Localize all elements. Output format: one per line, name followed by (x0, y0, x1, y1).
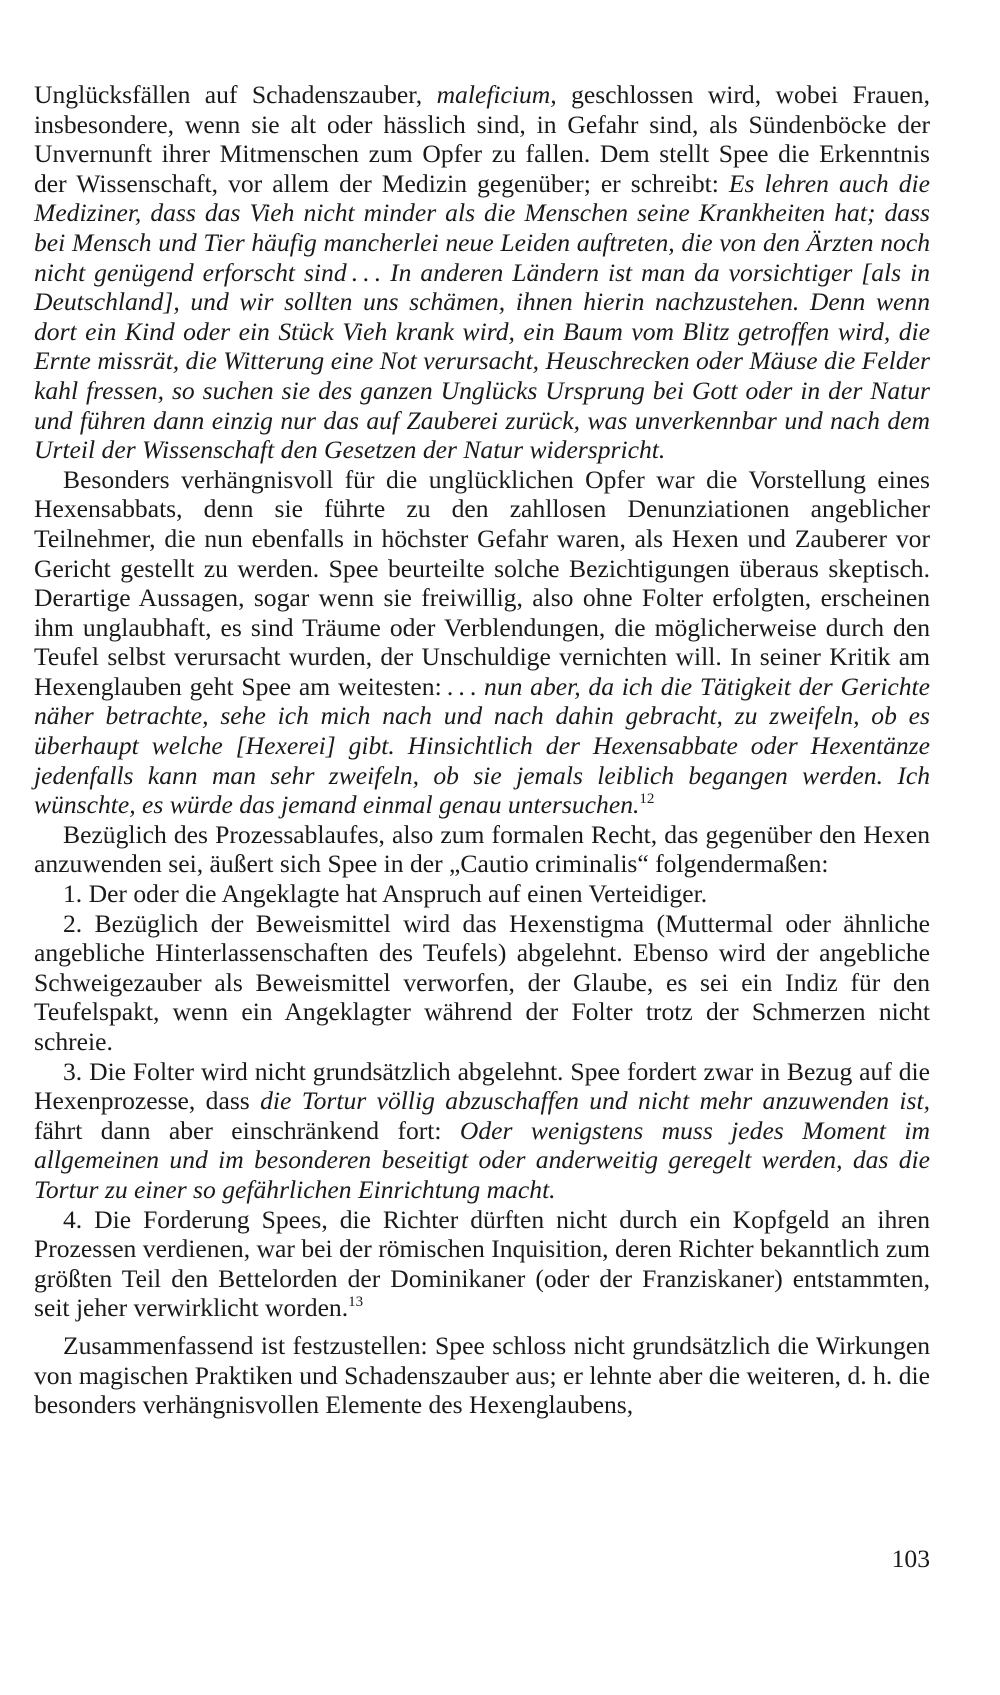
text-run: fährt dann aber einschränkend fort: (34, 1115, 460, 1145)
text-run: 3. Die Folter wird nicht grundsätzlich abgelehnt. Spee fordert zwar in Bezug auf die Hexenprozesse, dass (34, 1056, 930, 1116)
list-item (34, 1205, 930, 1323)
quotation-text-run: Oder wenigstens muss jedes Moment im allgemeinen und im besonderen beseitigt oder anderweitig geregelt werden, das die Tortur zu einer so gefährlichen Einrichtung macht. (34, 1115, 930, 1204)
paragraph (34, 1331, 930, 1420)
text-run: geschlossen wird, wobei Frauen, insbesondere, wenn sie alt oder hässlich sind, in Gefahr sind, als Sündenböcke der Unvernunft ihrer Mitmenschen zum Opfer zu fallen. Dem stellt Spee die Erkenntnis der Wissenschaft, vor allem der Medizin gegenüber; er schreibt: (34, 80, 930, 198)
text-run: 1. Der oder die Angeklagte hat Anspruch auf einen Verteidiger. (63, 879, 708, 909)
italic-text-run: maleficium, (436, 80, 557, 109)
quotation-text-run: die Tortur völlig abzuschaffen und nicht mehr anzuwenden ist, (260, 1086, 931, 1116)
paragraph (34, 820, 930, 879)
list-item (34, 1057, 930, 1205)
list-item (34, 909, 930, 1057)
page-number: 103 (891, 1544, 930, 1573)
footnote-marker-13[interactable]: 13 (348, 1294, 364, 1311)
text-run: 2. Bezüglich der Beweismittel wird das Hexenstigma (Muttermal oder ähnliche angebliche Hinterlassenschaften des Teufels) abgelehnt. Ebenso wird der angebliche Schweigezauber als Beweismittel verworfen, der Glaube, es sei ein Indiz für den Teufelspakt, wenn ein Angeklagter während der Folter trotz der Schmerzen nicht schreie. (34, 908, 930, 1056)
list-item (34, 879, 930, 909)
text-run: Unglücksfällen auf Schadenszauber, (34, 80, 437, 109)
footnote-marker-12[interactable]: 12 (639, 791, 655, 808)
quotation-text-run: nun aber, da ich die Tätigkeit der Gerichte näher betrachte, sehe ich mich nach und nach dahin gebracht, zu zweifeln, ob es überhaupt welche [Hexerei] gibt. Hinsichtlich der Hexensabbate oder Hexentänze jedenfalls kann man sehr zweifeln, ob sie jemals leiblich begangen werden. Ich wünschte, es würde das jemand einmal genau untersuchen. (34, 671, 930, 820)
text-run: Zusammenfassend ist festzustellen: Spee schloss nicht grundsätzlich die Wirkungen von magischen Praktiken und Schadenszauber aus; er lehnte aber die weiteren, d. h. die besonders verhängnisvollen Elemente des Hexenglaubens, (34, 1330, 930, 1420)
quotation-text-run: Es lehren auch die Mediziner, dass das Vieh nicht minder als die Menschen seine Krankheiten hat; dass bei Mensch und Tier häufig mancherlei neue Leiden auftreten, die von den Ärzten noch nicht genügend erforscht sind . . . In anderen Ländern ist man da vorsichtiger [als in Deutschland], und wir sollten uns schämen, ihnen hierin nachzustehen. Denn wenn dort ein Kind oder ein Stück Vieh krank wird, ein Baum vom Blitz getroffen wird, die Ernte missrät, die Witterung eine Not verursacht, Heuschrecken oder Mäuse die Felder kahl fressen, so suchen sie des ganzen Unglücks Ursprung bei Gott oder in der Natur und führen dann einzig nur das auf Zauberei zurück, was unverkennbar und nach dem Urteil der Wissenschaft den Gesetzen der Natur widerspricht. (34, 168, 930, 465)
text-run: Bezüglich des Prozessablaufes, also zum formalen Recht, das gegenüber den Hexen anzuwenden sei, äußert sich Spee in der „Cautio criminalis“ folgendermaßen: (34, 819, 930, 879)
text-run: Besonders verhängnisvoll für die unglücklichen Opfer war die Vorstellung eines Hexensabbats, denn sie führte zu den zahllosen Denunziationen angeblicher Teilnehmer, die nun ebenfalls in höchster Gefahr waren, als Hexen und Zauberer vor Gericht gestellt zu werden. Spee beurteilte solche Bezichtigungen überaus skeptisch. Derartige Aussagen, sogar wenn sie freiwillig, also ohne Folter erfolgten, erscheinen ihm unglaubhaft, es sind Träume oder Verblendungen, die möglicherweise durch den Teufel selbst verursacht wurden, der Unschuldige vernichten will. In seiner Kritik am Hexenglauben geht Spee am weitesten: . . . (34, 464, 930, 701)
body-text (34, 80, 930, 1420)
paragraph (34, 465, 930, 820)
text-run: 4. Die Forderung Spees, die Richter dürften nicht durch ein Kopfgeld an ihren Prozessen verdienen, war bei der römischen Inquisition, deren Richter bekanntlich zum größten Teil den Bettelorden der Dominikaner (oder der Franziskaner) entstammten, seit jeher verwirklicht worden. (34, 1204, 930, 1323)
paragraph (34, 80, 930, 465)
